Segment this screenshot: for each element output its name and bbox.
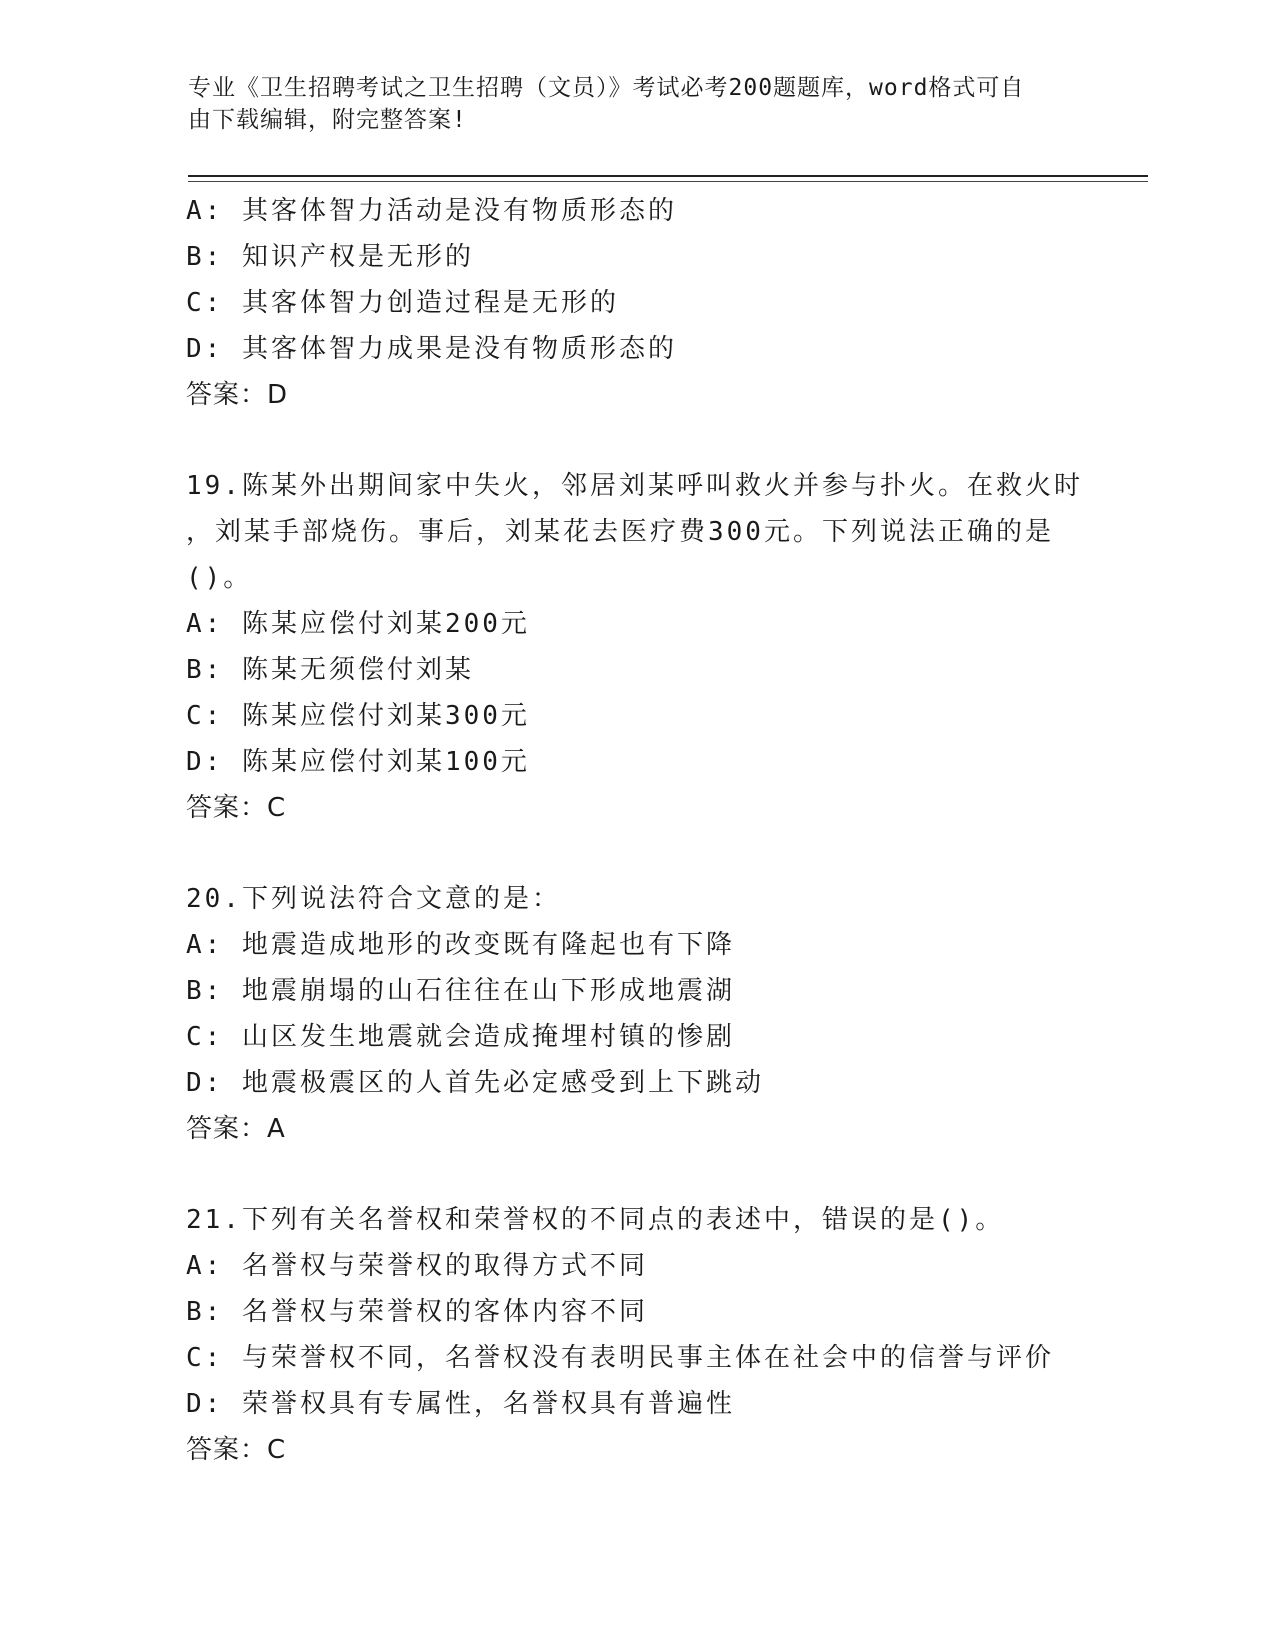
header-line-2: 由下载编辑，附完整答案! (188, 107, 467, 133)
option-d: D: 其客体智力成果是没有物质形态的 (186, 334, 677, 364)
option-d: D: 荣誉权具有专属性，名誉权具有普遍性 (186, 1389, 735, 1419)
question-stem-line-3: ()。 (186, 563, 253, 593)
question-stem-line-1: 19.陈某外出期间家中失火，邻居刘某呼叫救火并参与扑火。在救火时 (186, 471, 1083, 501)
option-c: C: 陈某应偿付刘某300元 (186, 701, 530, 731)
question-18 (186, 188, 1086, 418)
answer: 答案：C (186, 793, 287, 823)
option-b: B: 知识产权是无形的 (186, 242, 474, 272)
option-d: D: 陈某应偿付刘某100元 (186, 747, 530, 777)
question-stem: 20.下列说法符合文意的是： (186, 884, 561, 914)
option-b: B: 地震崩塌的山石往往在山下形成地震湖 (186, 976, 735, 1006)
question-21 (186, 1197, 1086, 1473)
option-a: A: 陈某应偿付刘某200元 (186, 609, 530, 639)
option-b: B: 陈某无须偿付刘某 (186, 655, 474, 685)
spacer (186, 831, 1086, 876)
answer: 答案：D (186, 380, 289, 410)
option-d: D: 地震极震区的人首先必定感受到上下跳动 (186, 1068, 764, 1098)
option-a: A: 名誉权与荣誉权的取得方式不同 (186, 1251, 648, 1281)
spacer (186, 418, 1086, 463)
question-19 (186, 463, 1086, 831)
option-c: C: 山区发生地震就会造成掩埋村镇的惨剧 (186, 1022, 735, 1052)
option-a: A: 其客体智力活动是没有物质形态的 (186, 196, 677, 226)
answer: 答案：A (186, 1114, 286, 1144)
option-c: C: 与荣誉权不同，名誉权没有表明民事主体在社会中的信誉与评价 (186, 1343, 1054, 1373)
header-divider-thick (188, 175, 1148, 177)
spacer (186, 1152, 1086, 1197)
question-stem-line-2: ，刘某手部烧伤。事后，刘某花去医疗费300元。下列说法正确的是 (186, 517, 1054, 547)
question-list (186, 188, 1086, 1473)
document-header (188, 72, 1078, 136)
option-b: B: 名誉权与荣誉权的客体内容不同 (186, 1297, 648, 1327)
header-divider-thin (188, 181, 1148, 182)
question-20 (186, 876, 1086, 1152)
option-c: C: 其客体智力创造过程是无形的 (186, 288, 619, 318)
option-a: A: 地震造成地形的改变既有隆起也有下降 (186, 930, 735, 960)
header-line-1: 专业《卫生招聘考试之卫生招聘（文员）》考试必考200题题库，word格式可自 (188, 75, 1025, 101)
question-stem: 21.下列有关名誉权和荣誉权的不同点的表述中，错误的是()。 (186, 1205, 1005, 1235)
answer: 答案：C (186, 1435, 287, 1465)
